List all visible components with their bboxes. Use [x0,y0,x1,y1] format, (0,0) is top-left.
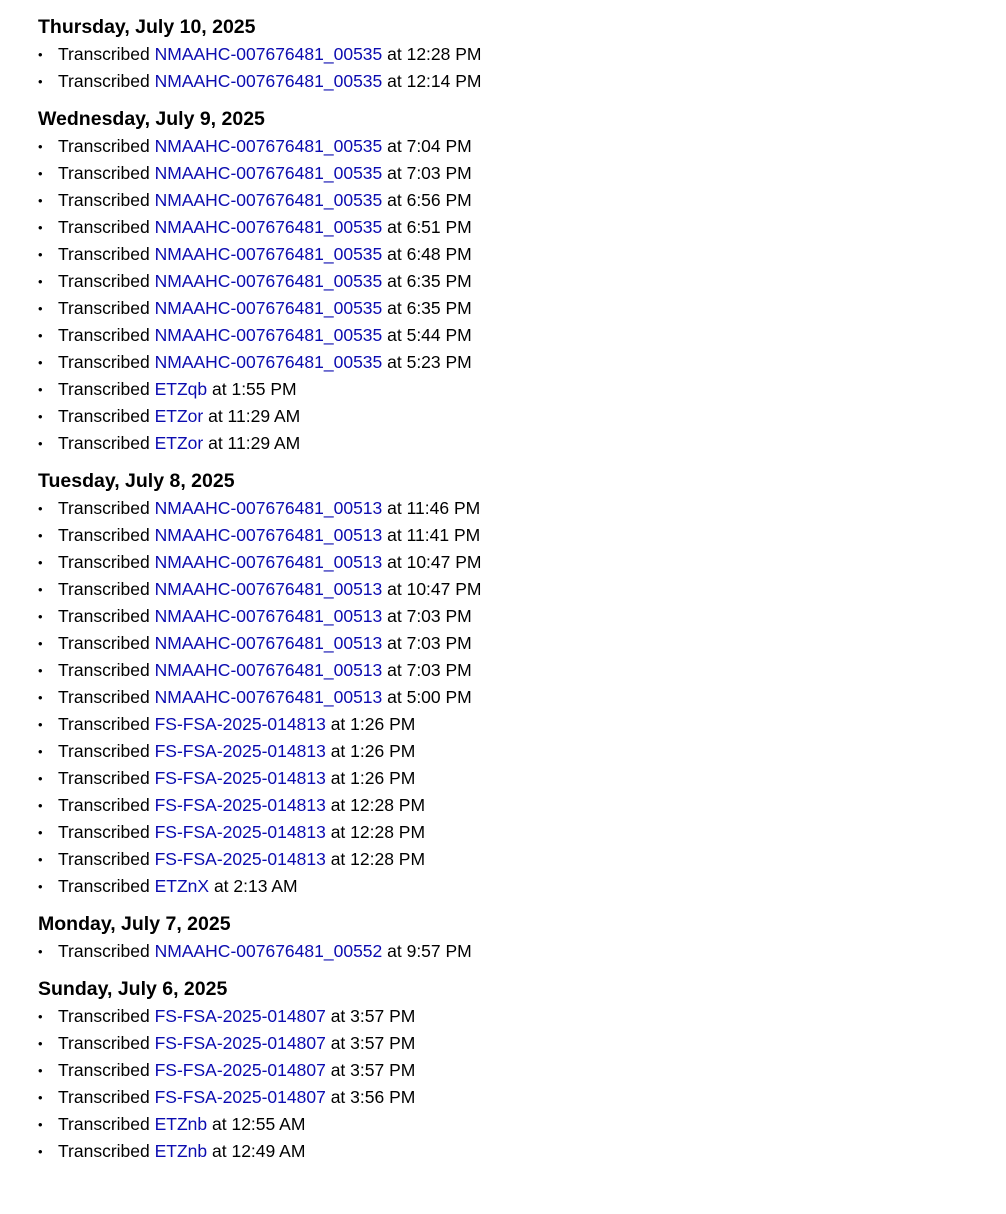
entry-action-label: Transcribed [58,1006,155,1026]
item-link[interactable]: NMAAHC-007676481_00535 [154,163,383,183]
entry-timestamp: at 6:48 PM [382,244,472,264]
bullet-icon: • [38,690,43,705]
entry-timestamp: at 5:23 PM [382,352,472,372]
day-section [38,106,978,457]
entry-action-label: Transcribed [58,498,155,518]
entry-timestamp: at 7:03 PM [382,606,472,626]
item-link[interactable]: FS-FSA-2025-014813 [154,795,326,815]
day-section [38,911,978,965]
entry-action-label: Transcribed [58,579,155,599]
entry-action-label: Transcribed [58,379,155,399]
day-section [38,468,978,900]
entry-action-label: Transcribed [58,849,155,869]
day-heading: Wednesday, July 9, 2025 [38,108,265,130]
activity-entry [38,430,978,457]
day-section [38,976,978,1165]
entry-action-label: Transcribed [58,1114,155,1134]
item-link[interactable]: FS-FSA-2025-014813 [154,849,326,869]
entry-action-label: Transcribed [58,244,155,264]
item-link[interactable]: ETZor [154,433,204,453]
bullet-icon: • [38,382,43,397]
activity-log [38,14,978,1176]
entry-action-label: Transcribed [58,941,155,961]
bullet-icon: • [38,879,43,894]
activity-entry [38,549,978,576]
entry-timestamp: at 10:47 PM [382,579,482,599]
bullet-icon: • [38,355,43,370]
activity-entry [38,322,978,349]
entry-timestamp: at 2:13 AM [209,876,298,896]
entry-timestamp: at 12:28 PM [325,795,426,815]
bullet-icon: • [38,771,43,786]
entry-timestamp: at 3:57 PM [325,1006,416,1026]
activity-entry [38,349,978,376]
entry-action-label: Transcribed [58,406,155,426]
bullet-icon: • [38,1117,43,1132]
item-link[interactable]: NMAAHC-007676481_00535 [154,217,383,237]
bullet-icon: • [38,193,43,208]
bullet-icon: • [38,74,43,89]
entry-action-label: Transcribed [58,525,155,545]
bullet-icon: • [38,582,43,597]
bullet-icon: • [38,328,43,343]
entry-action-label: Transcribed [58,822,155,842]
entry-action-label: Transcribed [58,1087,155,1107]
bullet-icon: • [38,609,43,624]
bullet-icon: • [38,528,43,543]
activity-entry [38,873,978,900]
activity-entry [38,738,978,765]
entry-timestamp: at 7:03 PM [382,633,472,653]
entry-action-label: Transcribed [58,217,155,237]
entry-timestamp: at 11:46 PM [382,498,481,518]
entry-timestamp: at 7:03 PM [382,660,472,680]
bullet-icon: • [38,1009,43,1024]
activity-entry [38,819,978,846]
bullet-icon: • [38,825,43,840]
activity-entry [38,1057,978,1084]
bullet-icon: • [38,501,43,516]
activity-entry [38,68,978,95]
bullet-icon: • [38,852,43,867]
bullet-icon: • [38,301,43,316]
item-link[interactable]: ETZnX [154,876,210,896]
bullet-icon: • [38,636,43,651]
item-link[interactable]: NMAAHC-007676481_00535 [154,298,383,318]
entry-timestamp: at 6:35 PM [382,298,472,318]
activity-entry [38,576,978,603]
entry-timestamp: at 9:57 PM [382,941,472,961]
item-link[interactable]: NMAAHC-007676481_00513 [154,687,383,707]
item-link[interactable]: FS-FSA-2025-014807 [154,1006,326,1026]
entry-action-label: Transcribed [58,660,155,680]
bullet-icon: • [38,1090,43,1105]
activity-entry [38,403,978,430]
entry-timestamp: at 11:29 AM [203,433,301,453]
item-link[interactable]: NMAAHC-007676481_00535 [154,190,383,210]
activity-entry [38,1030,978,1057]
item-link[interactable]: FS-FSA-2025-014813 [154,741,326,761]
activity-entry [38,938,978,965]
activity-entry [38,295,978,322]
activity-entry [38,1003,978,1030]
bullet-icon: • [38,139,43,154]
activity-entry [38,133,978,160]
activity-entry [38,160,978,187]
entry-timestamp: at 1:26 PM [325,741,416,761]
entry-timestamp: at 7:03 PM [382,163,472,183]
item-link[interactable]: NMAAHC-007676481_00535 [154,136,383,156]
item-link[interactable]: NMAAHC-007676481_00535 [154,325,383,345]
entry-timestamp: at 12:28 PM [325,822,426,842]
entry-action-label: Transcribed [58,190,155,210]
entry-action-label: Transcribed [58,795,155,815]
bullet-icon: • [38,274,43,289]
entry-list [38,41,978,95]
bullet-icon: • [38,1036,43,1051]
item-link[interactable]: NMAAHC-007676481_00513 [154,606,383,626]
entry-action-label: Transcribed [58,136,155,156]
entry-list [38,495,978,900]
bullet-icon: • [38,166,43,181]
entry-timestamp: at 12:49 AM [207,1141,306,1161]
entry-timestamp: at 10:47 PM [382,552,482,572]
entry-timestamp: at 12:28 PM [325,849,426,869]
entry-action-label: Transcribed [58,1033,155,1053]
item-link[interactable]: NMAAHC-007676481_00552 [154,941,383,961]
entry-action-label: Transcribed [58,71,155,91]
item-link[interactable]: NMAAHC-007676481_00513 [154,525,383,545]
item-link[interactable]: NMAAHC-007676481_00535 [154,244,383,264]
entry-timestamp: at 11:29 AM [203,406,301,426]
entry-timestamp: at 1:55 PM [207,379,297,399]
entry-list [38,1003,978,1165]
activity-entry [38,711,978,738]
entry-action-label: Transcribed [58,876,155,896]
entry-list [38,938,978,965]
entry-action-label: Transcribed [58,325,155,345]
item-link[interactable]: NMAAHC-007676481_00513 [154,552,383,572]
item-link[interactable]: ETZnb [154,1114,208,1134]
entry-timestamp: at 1:26 PM [325,768,416,788]
entry-timestamp: at 6:56 PM [382,190,472,210]
item-link[interactable]: ETZnb [154,1141,208,1161]
day-heading: Tuesday, July 8, 2025 [38,470,235,492]
activity-entry [38,268,978,295]
item-link[interactable]: FS-FSA-2025-014813 [154,768,326,788]
activity-entry [38,214,978,241]
activity-entry [38,792,978,819]
activity-entry [38,376,978,403]
entry-timestamp: at 6:35 PM [382,271,472,291]
item-link[interactable]: NMAAHC-007676481_00535 [154,71,383,91]
activity-entry [38,846,978,873]
entry-action-label: Transcribed [58,352,155,372]
item-link[interactable]: FS-FSA-2025-014807 [154,1033,326,1053]
activity-entry [38,603,978,630]
entry-list [38,133,978,457]
activity-entry [38,522,978,549]
entry-action-label: Transcribed [58,163,155,183]
entry-timestamp: at 12:14 PM [382,71,482,91]
entry-action-label: Transcribed [58,606,155,626]
activity-entry [38,1111,978,1138]
activity-entry [38,187,978,214]
item-link[interactable]: FS-FSA-2025-014813 [154,714,326,734]
item-link[interactable]: NMAAHC-007676481_00513 [154,633,383,653]
item-link[interactable]: NMAAHC-007676481_00513 [154,579,383,599]
entry-action-label: Transcribed [58,741,155,761]
day-section [38,14,978,95]
entry-timestamp: at 3:56 PM [325,1087,416,1107]
bullet-icon: • [38,409,43,424]
bullet-icon: • [38,717,43,732]
entry-timestamp: at 3:57 PM [325,1060,416,1080]
item-link[interactable]: NMAAHC-007676481_00535 [154,44,383,64]
entry-action-label: Transcribed [58,552,155,572]
activity-entry [38,495,978,522]
entry-timestamp: at 12:28 PM [382,44,482,64]
entry-action-label: Transcribed [58,1060,155,1080]
bullet-icon: • [38,436,43,451]
activity-entry [38,630,978,657]
entry-timestamp: at 1:26 PM [325,714,416,734]
entry-action-label: Transcribed [58,44,155,64]
item-link[interactable]: NMAAHC-007676481_00535 [154,352,383,372]
bullet-icon: • [38,1063,43,1078]
activity-entry [38,1084,978,1111]
activity-entry [38,657,978,684]
bullet-icon: • [38,663,43,678]
entry-action-label: Transcribed [58,633,155,653]
item-link[interactable]: FS-FSA-2025-014807 [154,1060,326,1080]
item-link[interactable]: FS-FSA-2025-014807 [154,1087,326,1107]
entry-timestamp: at 6:51 PM [382,217,472,237]
bullet-icon: • [38,944,43,959]
activity-entry [38,241,978,268]
bullet-icon: • [38,247,43,262]
activity-entry [38,765,978,792]
day-heading: Monday, July 7, 2025 [38,913,231,935]
entry-action-label: Transcribed [58,433,155,453]
entry-action-label: Transcribed [58,768,155,788]
bullet-icon: • [38,47,43,62]
day-heading: Thursday, July 10, 2025 [38,16,256,38]
activity-entry [38,684,978,711]
item-link[interactable]: ETZor [154,406,204,426]
bullet-icon: • [38,555,43,570]
entry-timestamp: at 5:00 PM [382,687,472,707]
item-link[interactable]: ETZqb [154,379,208,399]
entry-timestamp: at 7:04 PM [382,136,472,156]
activity-entry [38,41,978,68]
bullet-icon: • [38,1144,43,1159]
bullet-icon: • [38,798,43,813]
item-link[interactable]: NMAAHC-007676481_00535 [154,271,383,291]
item-link[interactable]: FS-FSA-2025-014813 [154,822,326,842]
entry-action-label: Transcribed [58,1141,155,1161]
item-link[interactable]: NMAAHC-007676481_00513 [154,498,383,518]
activity-entry [38,1138,978,1165]
entry-timestamp: at 11:41 PM [382,525,481,545]
entry-timestamp: at 12:55 AM [207,1114,306,1134]
bullet-icon: • [38,220,43,235]
entry-action-label: Transcribed [58,687,155,707]
day-heading: Sunday, July 6, 2025 [38,978,228,1000]
item-link[interactable]: NMAAHC-007676481_00513 [154,660,383,680]
entry-action-label: Transcribed [58,714,155,734]
entry-action-label: Transcribed [58,298,155,318]
bullet-icon: • [38,744,43,759]
entry-timestamp: at 5:44 PM [382,325,472,345]
entry-timestamp: at 3:57 PM [325,1033,416,1053]
entry-action-label: Transcribed [58,271,155,291]
